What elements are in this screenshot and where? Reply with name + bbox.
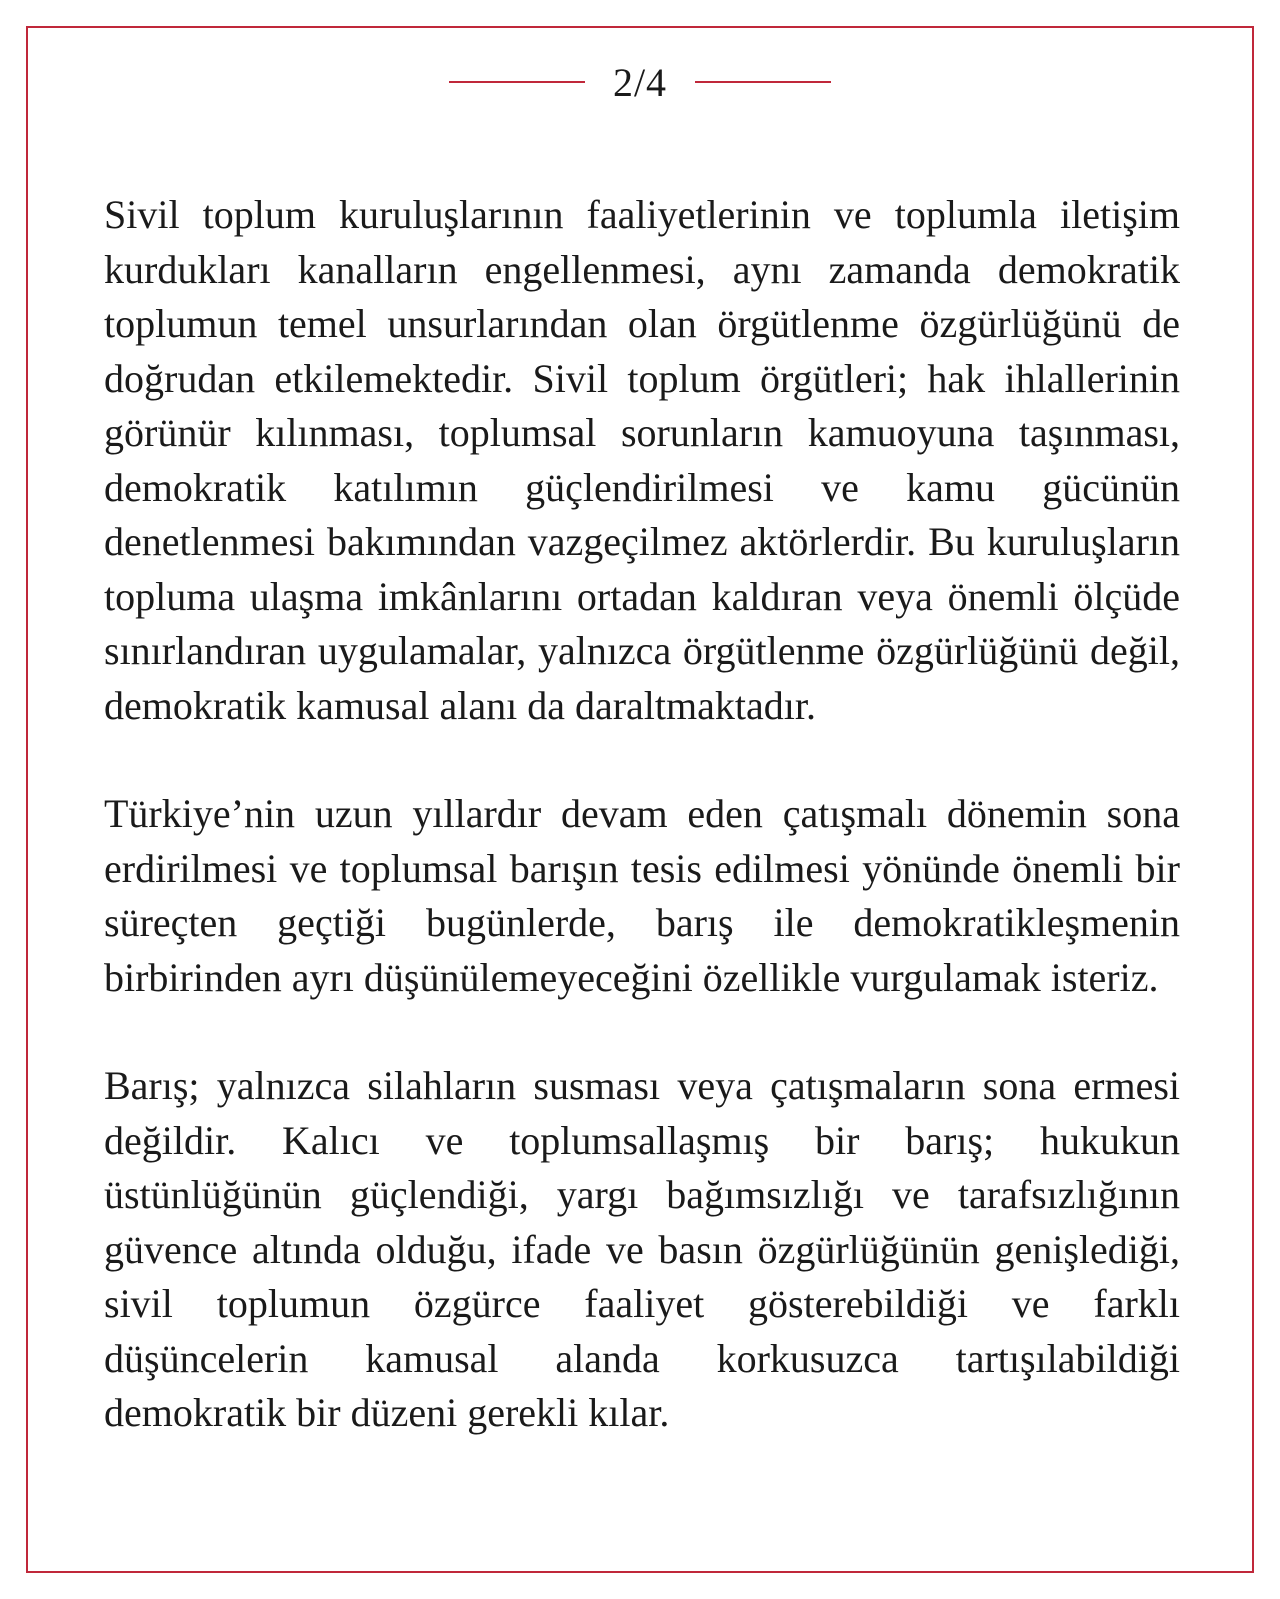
page-number: 2/4	[612, 59, 668, 105]
header-divider-left	[449, 81, 585, 83]
header-divider-right	[695, 81, 831, 83]
document-body	[104, 188, 1180, 1441]
paragraph-lasting-peace: Barış; yalnızca silahların susması veya çatışmaların sona ermesi değildir. Kalıcı ve toplumsallaşmış bir barış; hukukun üstünlüğünün güçlendiği, yargı bağımsızlığı ve tarafsızlığının güvence altında olduğu, ifade ve basın özgürlüğünün genişlediği, sivil toplumun özgürce faaliyet gösterebildiği ve farklı düşüncelerin kamusal alanda korkusuzca tartışılabildiği demokratik bir düzeni gerekli kılar.	[104, 1063, 1180, 1435]
page-header	[0, 52, 1280, 112]
paragraph-peace-process: Türkiye’nin uzun yıllardır devam eden çatışmalı dönemin sona erdirilmesi ve toplumsal barışın tesis edilmesi yönünde önemli bir süreçten geçtiği bugünlerde, barış ile demokratikleşmenin birbirinden ayrı düşünülemeyeceğini özellikle vurgulamak isteriz.	[104, 791, 1180, 1000]
paragraph-civil-society: Sivil toplum kuruluşlarının faaliyetlerinin ve toplumla iletişim kurdukları kanalların engellenmesi, aynı zamanda demokratik toplumun temel unsurlarından olan örgütlenme özgürlüğünü de doğrudan etkilemektedir. Sivil toplum örgütleri; hak ihlallerinin görünür kılınması, toplumsal sorunların kamuoyuna taşınması, demokratik katılımın güçlendirilmesi ve kamu gücünün denetlenmesi bakımından vazgeçilmez aktörlerdir. Bu kuruluşların topluma ulaşma imkânlarını ortadan kaldıran veya önemli ölçüde sınırlandıran uygulamalar, yalnızca örgütlenme özgürlüğünü değil, demokratik kamusal alanı da daraltmaktadır.	[104, 192, 1180, 728]
